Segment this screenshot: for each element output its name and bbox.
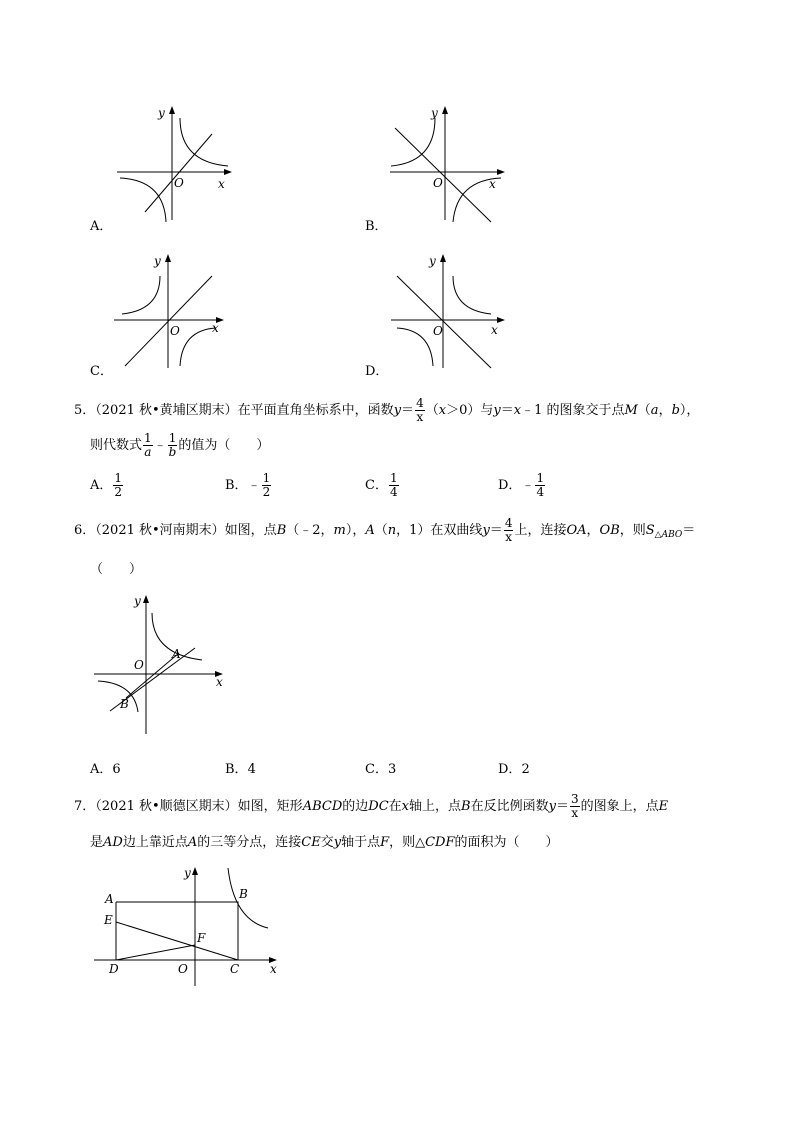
- x-label: x: [489, 177, 496, 191]
- q7-stem-line1: [74, 793, 668, 820]
- hyperbola-branch-2: [180, 328, 216, 366]
- fig-y-label: y: [184, 866, 191, 880]
- y-axis-arrow: [440, 254, 446, 262]
- line-graph: [145, 134, 212, 212]
- q6-source: （2021 秋•河南期末）: [95, 523, 225, 538]
- q6-b-close: ），: [345, 523, 366, 538]
- q5-cond-var: x: [438, 403, 447, 418]
- q5-option-d-frac: [535, 472, 545, 499]
- q5-option-b-label: B．: [225, 478, 248, 493]
- y-axis-arrow: [442, 106, 448, 114]
- q5-eq: ＝: [401, 403, 415, 418]
- q5-option-a-num: 1: [114, 471, 123, 485]
- fig-x-label: x: [216, 675, 223, 689]
- q4-option-b-label[interactable]: B．: [365, 219, 388, 234]
- fig-point-b-label: B: [120, 697, 129, 711]
- y-label: y: [158, 106, 165, 120]
- hyperbola-branch-2: [98, 681, 138, 712]
- q5-number: 5．: [74, 403, 96, 418]
- q7-line2-g: 的面积为（ ）: [454, 835, 559, 850]
- q6-m: m: [333, 523, 346, 538]
- q5-option-c-label: C．: [365, 478, 388, 493]
- fig-point-a-label: A: [172, 647, 181, 661]
- y-axis-arrow: [192, 867, 198, 875]
- y-axis-arrow: [143, 595, 149, 603]
- x-axis-arrow: [224, 169, 232, 175]
- x-axis-arrow: [497, 169, 505, 175]
- q6-eq: ＝: [489, 523, 503, 538]
- q6-option-d[interactable]: [498, 758, 530, 777]
- origin-label: O: [433, 324, 443, 338]
- q6-end: ＝: [682, 523, 696, 538]
- q6-number: 6．: [74, 523, 96, 538]
- fig-point-f-label: F: [197, 931, 206, 945]
- q4-graph-c: [100, 248, 250, 373]
- q6-option-c-label: C．: [365, 762, 388, 777]
- q6-n: n: [387, 523, 397, 538]
- y-axis-arrow: [169, 106, 175, 114]
- x-axis-arrow: [497, 317, 505, 323]
- q6-option-b-value: 4: [247, 762, 256, 777]
- q7-figure: [90, 862, 290, 992]
- origin-label: O: [170, 324, 180, 338]
- q4-graph-b: [373, 100, 523, 225]
- q5-option-c[interactable]: [365, 472, 400, 499]
- q5-option-b-frac: [262, 472, 272, 499]
- q6-b-coords: （﹣2，: [286, 523, 334, 538]
- hyperbola-branch-2: [120, 178, 166, 222]
- q5-f1-den: a: [144, 445, 152, 459]
- q5-line-eq: ＝: [500, 403, 514, 418]
- fig-origin-label: O: [178, 962, 188, 976]
- q6-option-c-value: 3: [387, 762, 397, 777]
- hyperbola-branch-1: [391, 118, 435, 166]
- q5-option-d[interactable]: [498, 472, 546, 499]
- q7-x: x: [401, 799, 409, 814]
- q5-option-b[interactable]: [225, 472, 272, 499]
- q5-option-d-den: 4: [536, 485, 545, 499]
- q7-text4: 轴上，点: [409, 799, 462, 814]
- q7-cdf: CDF: [425, 835, 455, 850]
- q5-frac-num: 4: [416, 396, 424, 410]
- segment-df: [116, 945, 195, 960]
- q7-f: F: [380, 835, 390, 850]
- q6-ob: OB: [599, 523, 620, 538]
- q7-fraction: [570, 793, 580, 820]
- q5-option-b-den: 2: [262, 485, 271, 499]
- q7-ad: AD: [103, 835, 123, 850]
- rectangle-abcd: [116, 902, 238, 960]
- q7-ce: CE: [301, 835, 321, 850]
- hyperbola: [228, 868, 268, 928]
- q5-option-a-label: A．: [90, 478, 113, 493]
- q7-eq: ＝: [555, 799, 569, 814]
- q7-line2-c: 的三等分点，连接: [197, 835, 302, 850]
- fig-point-d-label: D: [109, 962, 119, 976]
- segment-ce: [116, 922, 238, 960]
- q7-line2-e: 轴于点: [341, 835, 381, 850]
- q6-text2: 上，连接: [514, 523, 567, 538]
- q5-cond-rest: ＞0）与: [446, 403, 494, 418]
- q6-point-b: B: [276, 523, 287, 538]
- fig-origin-label: O: [134, 658, 144, 672]
- q5-line-y: y: [493, 403, 501, 418]
- q5-option-b-sign: ﹣: [247, 478, 261, 493]
- q6-option-a-label: A．: [90, 762, 113, 777]
- q6-y: y: [482, 523, 490, 538]
- y-label: y: [154, 254, 161, 268]
- fig-point-c-label: C: [230, 962, 240, 976]
- q7-b: B: [461, 799, 471, 814]
- fig-point-a-label: A: [105, 892, 114, 906]
- q5-line2-end: 的值为（ ）: [178, 438, 270, 453]
- y-label: y: [429, 254, 436, 268]
- q6-fraction: [504, 517, 514, 544]
- origin-label: O: [433, 176, 443, 190]
- q5-f2-den: b: [168, 445, 177, 459]
- q5-comma: ，: [658, 403, 672, 418]
- q5-frac-1-b: [168, 432, 178, 459]
- q4-option-d-label[interactable]: D．: [365, 364, 389, 379]
- q5-option-c-num: 1: [389, 471, 398, 485]
- q4-option-a-label[interactable]: A．: [90, 219, 113, 234]
- q7-a: A: [187, 835, 198, 850]
- line-graph: [397, 276, 491, 368]
- q6-option-b-label: B．: [225, 762, 248, 777]
- q5-text1: 在平面直角坐标系中，函数: [237, 403, 394, 418]
- hyperbola-branch-1: [453, 276, 491, 314]
- origin-label: O: [174, 176, 184, 190]
- q5-coords-open: （: [637, 403, 651, 418]
- q6-text1: 如图，点: [224, 523, 277, 538]
- q7-text2: 的边: [342, 799, 369, 814]
- q7-frac-num: 3: [570, 792, 579, 806]
- q6-sub: △ABO: [654, 530, 683, 540]
- hyperbola-branch-1: [180, 118, 228, 166]
- q6-a-close: ，1）在双曲线: [396, 523, 483, 538]
- q5-option-d-num: 1: [536, 471, 545, 485]
- q4-option-c-label[interactable]: C．: [90, 364, 113, 379]
- q6-option-a[interactable]: [90, 758, 121, 777]
- q5-f2-num: 1: [168, 431, 177, 445]
- hyperbola-branch-2: [397, 328, 433, 366]
- q6-point-a: A: [365, 523, 375, 538]
- hyperbola-branch-1: [122, 276, 160, 314]
- q6-sep: ，: [586, 523, 600, 538]
- q5-line2-start: 则代数式: [90, 438, 143, 453]
- q5-line-rest: ﹣1 的图象交于点: [521, 403, 625, 418]
- y-label: y: [431, 106, 438, 120]
- q6-text3: ，则: [619, 523, 646, 538]
- q7-source: （2021 秋•顺德区期末）: [95, 799, 238, 814]
- q5-option-a-frac: [113, 472, 123, 499]
- q6-frac-den: x: [505, 530, 513, 544]
- q5-frac-den: x: [416, 410, 424, 424]
- q5-point-m: M: [624, 403, 638, 418]
- q4-graph-d: [373, 248, 523, 373]
- q5-point-b: b: [671, 403, 680, 418]
- fig-x-label: x: [270, 962, 277, 976]
- q7-dc: DC: [368, 799, 389, 814]
- q7-text3: 在: [388, 799, 402, 814]
- fig-y-label: y: [134, 594, 141, 608]
- q6-option-b[interactable]: [225, 758, 256, 777]
- q5-point-a: a: [650, 403, 659, 418]
- q7-line2-b: 边上靠近点: [122, 835, 188, 850]
- q6-option-d-label: D．: [498, 762, 522, 777]
- q4-graph-a: [100, 100, 250, 225]
- q6-option-d-value: 2: [521, 762, 530, 777]
- q6-s: S: [645, 523, 655, 538]
- q7-line2-f: ，则△: [389, 835, 426, 850]
- q5-stem-line2: [90, 432, 269, 459]
- q7-line2-a: 是: [90, 835, 104, 850]
- q7-stem-line2: [90, 831, 559, 850]
- q5-option-d-sign: ﹣: [521, 478, 535, 493]
- q5-line-x: x: [513, 403, 522, 418]
- q7-text6: 的图象上，点: [580, 799, 659, 814]
- x-label: x: [212, 321, 219, 335]
- q7-text5: 在反比例函数: [470, 799, 549, 814]
- q7-line2-d: 交: [320, 835, 334, 850]
- q5-frac-1-a: [143, 432, 153, 459]
- q6-frac-num: 4: [504, 516, 513, 530]
- q7-y: y: [548, 799, 556, 814]
- q5-cond-open: （: [425, 403, 439, 418]
- q6-option-c[interactable]: [365, 758, 396, 777]
- q5-option-c-den: 4: [389, 485, 398, 499]
- q7-abcd: ABCD: [302, 799, 343, 814]
- q5-stem-line1: [74, 397, 699, 424]
- q7-number: 7．: [74, 799, 96, 814]
- x-label: x: [491, 323, 498, 337]
- q6-option-a-value: 6: [112, 762, 121, 777]
- line-graph: [395, 128, 491, 222]
- q6-stem-line1: [74, 517, 695, 544]
- q5-func-y: y: [393, 403, 402, 418]
- q5-option-a[interactable]: [90, 472, 124, 499]
- q5-source: （2021 秋•黄埔区期末）: [95, 403, 238, 418]
- q5-option-d-label: D．: [498, 478, 522, 493]
- fig-point-e-label: E: [104, 913, 113, 927]
- fig-point-b-label: B: [239, 887, 248, 901]
- y-axis-arrow: [165, 254, 171, 262]
- q7-e: E: [658, 799, 669, 814]
- q6-figure: [90, 588, 235, 738]
- q5-option-b-num: 1: [262, 471, 271, 485]
- q5-coords-close: ），: [679, 403, 700, 418]
- q5-f1-num: 1: [144, 431, 152, 445]
- q7-frac-den: x: [571, 806, 579, 820]
- q6-oa: OA: [566, 523, 587, 538]
- x-label: x: [218, 177, 225, 191]
- q5-option-c-frac: [389, 472, 399, 499]
- q5-minus: ﹣: [153, 438, 167, 453]
- q5-option-a-den: 2: [114, 485, 123, 499]
- q6-a-open: （: [374, 523, 388, 538]
- q6-answer-paren: （ ）: [90, 562, 143, 577]
- q5-fraction: [415, 397, 425, 424]
- q7-y2: y: [333, 835, 342, 850]
- q7-text1: 如图，矩形: [237, 799, 303, 814]
